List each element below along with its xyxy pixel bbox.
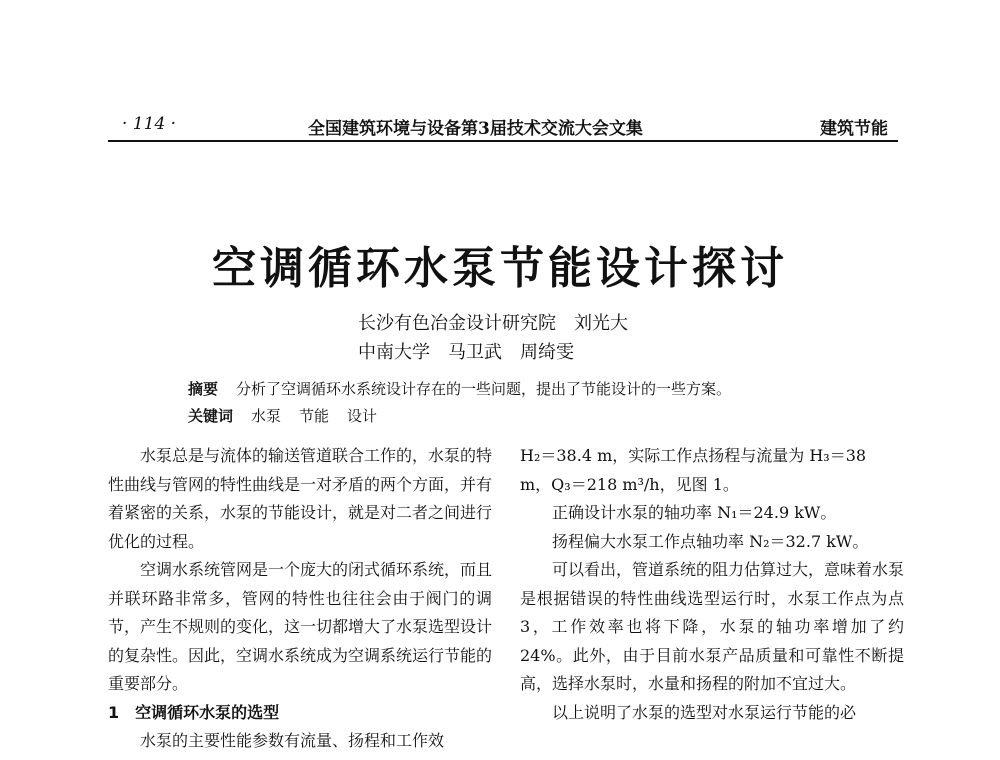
- section-heading: 1 空调循环水泵的选型: [108, 702, 280, 722]
- body-paragraph: 水泵总是与流体的输送管道联合工作的，水泵的特性曲线与管网的特性曲线是一对矛盾的两个方面，并有着紧密的关系，水泵的节能设计，就是对二者之间进行优化的过程。: [108, 446, 493, 551]
- keywords: [188, 405, 395, 426]
- author-line-1: 长沙有色冶金设计研究院 刘光大: [358, 313, 628, 334]
- body-line: m，Q₃＝218 m³/h，见图 1。: [520, 474, 739, 494]
- left-column: [108, 442, 492, 756]
- keyword: 水泵: [251, 407, 282, 425]
- body-paragraph: 以上说明了水泵的选型对水泵运行节能的必: [552, 702, 857, 722]
- keyword: 设计: [347, 407, 378, 425]
- body-paragraph: 水泵的主要性能参数有流量、扬程和工作效: [140, 731, 445, 750]
- abstract: [188, 378, 731, 399]
- body-line: H₂＝38.4 m，实际工作点扬程与流量为 H₃＝38: [520, 446, 867, 465]
- abstract-label: 摘要: [188, 380, 219, 398]
- journal-title: 全国建筑环境与设备第3届技术交流大会文集: [308, 119, 643, 139]
- author-line-2: 中南大学 马卫武 周绮雯: [358, 342, 574, 363]
- keyword: 节能: [299, 407, 330, 425]
- keywords-label: 关键词: [188, 407, 234, 425]
- body-paragraph: 可以看出，管道系统的阻力估算过大，意味着水泵是根据错误的特性曲线选型运行时，水泵工作点为点 3，工作效率也将下降，水泵的轴功率增加了约 24%。此外，由于目前水泵产品质量和可靠性不断提高，选择水泵时，水量和扬程的附加不宜过大。: [520, 560, 905, 693]
- running-header: [108, 112, 898, 142]
- body-line: 正确设计水泵的轴功率 N₁＝24.9 kW。: [552, 503, 837, 522]
- abstract-text: 分析了空调循环水系统设计存在的一些问题，提出了节能设计的一些方案。: [236, 380, 732, 398]
- paper-title: 空调循环水泵节能设计探讨: [212, 243, 788, 294]
- right-column: [520, 442, 904, 727]
- page-number: · 114 ·: [122, 114, 177, 134]
- body-paragraph: 空调水系统管网是一个庞大的闭式循环系统，而且并联环路非常多，管网的特性也往往会由于阀门的调节，产生不规则的变化，这一切都增大了水泵选型设计的复杂性。因此，空调水系统成为空调系统运行节能的重要部分。: [108, 560, 493, 693]
- section-name: 建筑节能: [820, 119, 888, 139]
- body-line: 扬程偏大水泵工作点轴功率 N₂＝32.7 kW。: [552, 531, 869, 551]
